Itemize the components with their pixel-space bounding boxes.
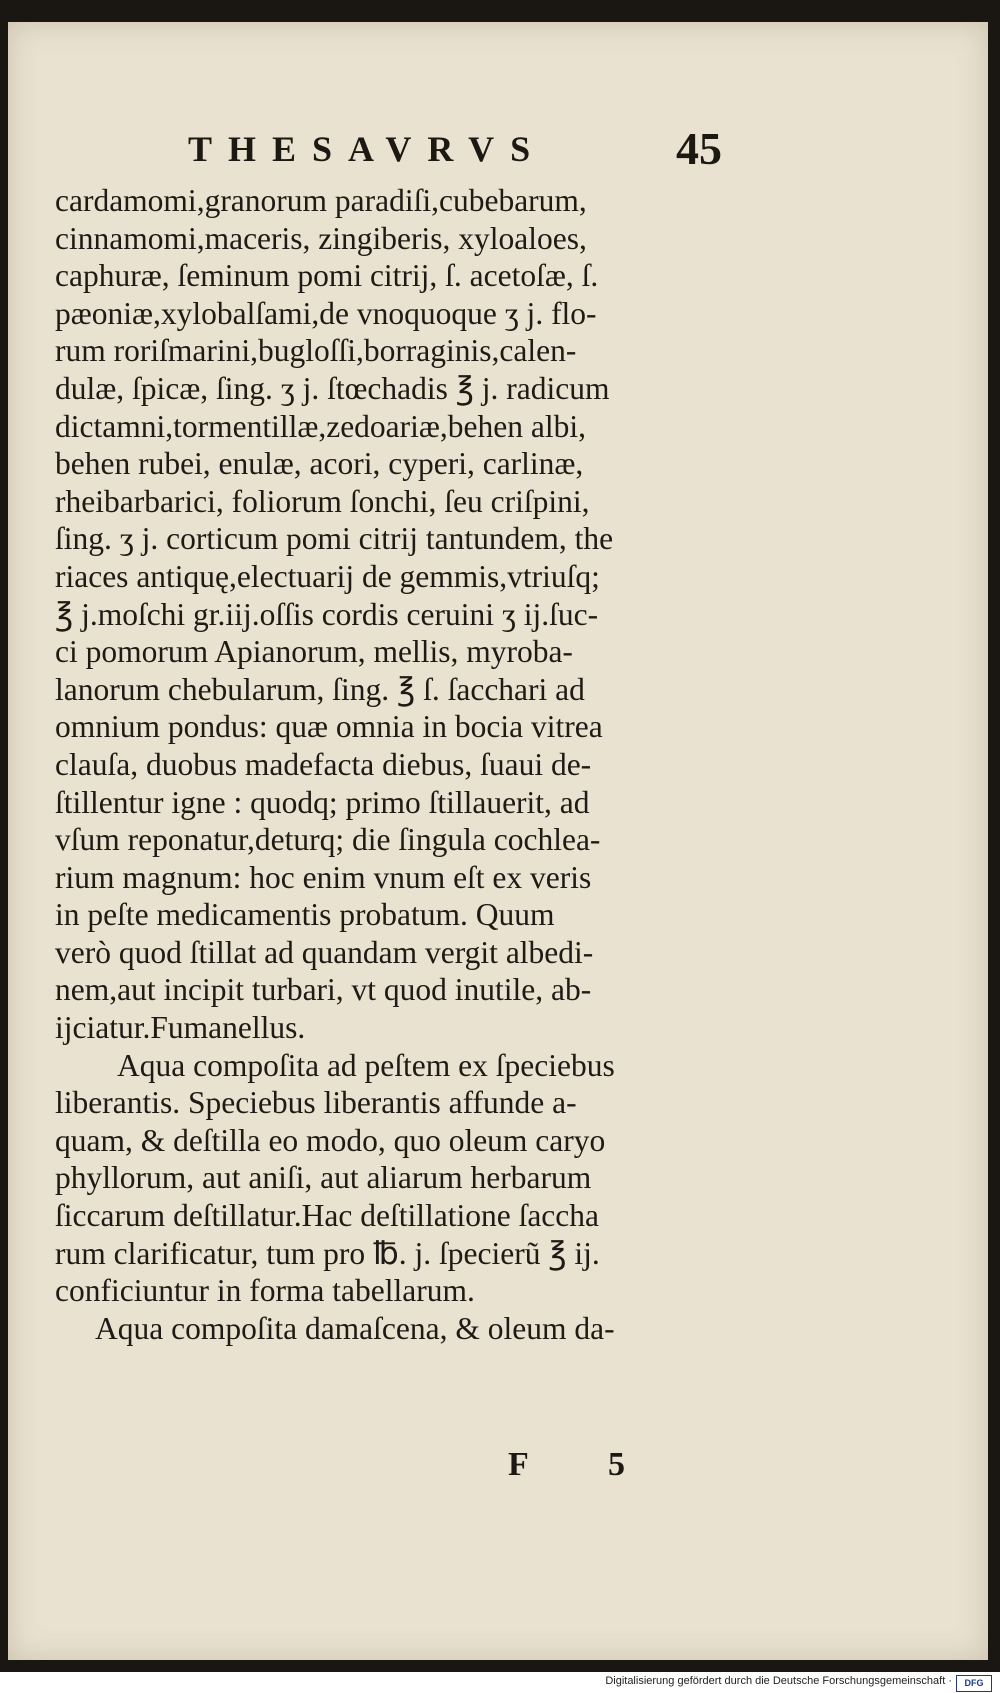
- body-text: [55, 182, 735, 1347]
- text-line: ijciatur.Fumanellus.: [55, 1010, 306, 1046]
- text-line: dulæ, ſpicæ, ſing. ʒ j. ſtœchadis ℥ j. radicum: [55, 370, 610, 406]
- text-line: conficiuntur in forma tabellarum.: [55, 1273, 475, 1309]
- text-line: cinnamomi,maceris, zingiberis, xyloaloes,: [55, 220, 587, 256]
- dfg-logo: DFG: [956, 1675, 992, 1692]
- book-page: [8, 22, 988, 1660]
- text-line: behen rubei, enulæ, acori, cyperi, carlinæ,: [55, 446, 584, 482]
- text-line: omnium pondus: quæ omnia in bocia vitrea: [55, 709, 603, 745]
- text-line: rheibarbarici, foliorum ſonchi, ſeu criſpini,: [55, 483, 590, 519]
- signature-mark: F 5: [508, 1446, 662, 1483]
- text-line: nem,aut incipit turbari, vt quod inutile, ab-: [55, 972, 592, 1008]
- text-line: caphuræ, ſeminum pomi citrij, ſ. acetoſæ, ſ.: [55, 258, 599, 294]
- footer-bar: [0, 1672, 1000, 1693]
- text-line: ſing. ʒ j. corticum pomi citrij tantundem, the: [55, 521, 614, 557]
- text-line: Aqua compoſita damaſcena, & oleum da-: [95, 1310, 615, 1346]
- text-line: ſiccarum deſtillatur.Hac deſtillatione ſaccha: [55, 1198, 600, 1234]
- text-line: dictamni,tormentillæ,zedoariæ,behen albi,: [55, 408, 586, 444]
- text-line: cardamomi,granorum paradiſi,cubebarum,: [55, 183, 587, 218]
- text-line: liberantis. Speciebus liberantis affunde a-: [55, 1085, 577, 1121]
- text-line: lanorum chebularum, ſing. ℥ ſ. ſacchari ad: [55, 671, 585, 707]
- text-line: rium magnum: hoc enim vnum eſt ex veris: [55, 859, 592, 895]
- text-line: quam, & deſtilla eo modo, quo oleum caryo: [55, 1122, 606, 1158]
- text-line: pæoniæ,xylobalſami,de vnoquoque ʒ j. flo-: [55, 295, 597, 331]
- text-line: vſum reponatur,deturq; die ſingula cochlea-: [55, 822, 601, 858]
- text-line: rum roriſmarini,bugloſſi,borraginis,calen-: [55, 333, 577, 369]
- text-line: rum clarificatur, tum pro ℔. j. ſpecierũ ℥ ij.: [55, 1235, 600, 1271]
- text-line: ſtillentur igne : quodq; primo ſtillauerit, ad: [55, 784, 590, 820]
- text-line: phyllorum, aut aniſi, aut aliarum herbarum: [55, 1160, 592, 1196]
- text-line: verò quod ſtillat ad quandam vergit albedi-: [55, 934, 594, 970]
- text-line: clauſa, duobus madefacta diebus, ſuaui de-: [55, 746, 592, 782]
- text-line: in peſte medicamentis probatum. Quum: [55, 897, 555, 933]
- funding-credit: Digitalisierung gefördert durch die Deutsche Forschungsgemeinschaft ·: [605, 1675, 952, 1687]
- text-line: ℥ j.moſchi gr.iij.oſſis cordis ceruini ʒ ij.ſuc-: [55, 596, 599, 632]
- running-head: [8, 122, 988, 172]
- page-number: 45: [676, 123, 722, 174]
- text-line: Aqua compoſita ad peſtem ex ſpeciebus: [117, 1047, 615, 1083]
- text-line: riaces antiquę,electuarij de gemmis,vtriuſq;: [55, 558, 600, 594]
- text-line: ci pomorum Apianorum, mellis, myroba-: [55, 634, 573, 670]
- running-title: THESAVRVS: [188, 129, 547, 169]
